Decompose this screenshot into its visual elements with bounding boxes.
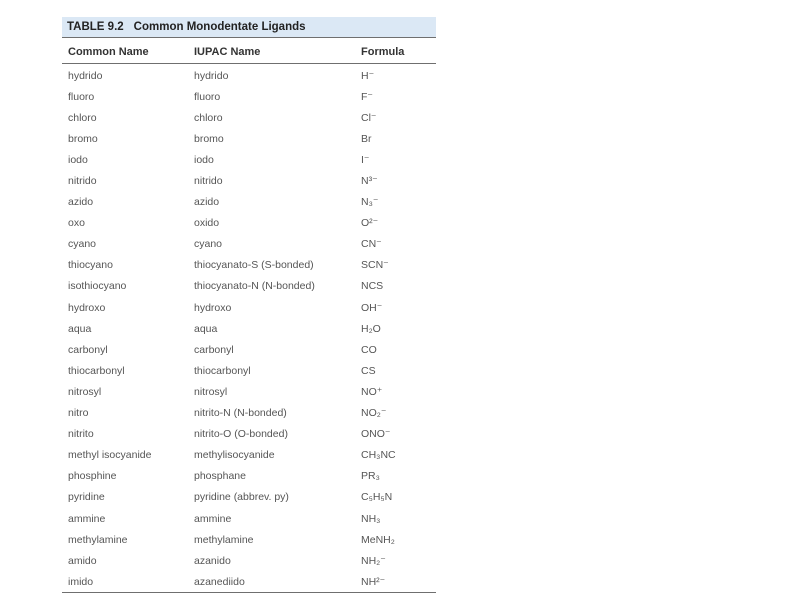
table-row xyxy=(62,234,436,255)
common-name-cell: nitrito xyxy=(68,428,94,441)
common-name-cell: bromo xyxy=(68,132,98,145)
common-name-cell: nitrido xyxy=(68,175,97,188)
table-row xyxy=(62,445,436,466)
common-name-cell: carbonyl xyxy=(68,343,108,356)
table-row xyxy=(62,255,436,276)
table-row xyxy=(62,339,436,360)
column-header-formula: Formula xyxy=(361,45,405,58)
table-row xyxy=(62,149,436,170)
iupac-name-cell: thiocarbonyl xyxy=(194,364,251,377)
iupac-name-cell: hydroxo xyxy=(194,301,232,314)
iupac-name-cell: iodo xyxy=(194,153,214,166)
formula-cell: NH²⁻ xyxy=(361,575,386,588)
common-name-cell: amido xyxy=(68,554,97,567)
common-name-cell: imido xyxy=(68,575,94,588)
formula-cell: H⁻ xyxy=(361,69,375,82)
table-row xyxy=(62,381,436,402)
common-name-cell: ammine xyxy=(68,512,106,525)
common-name-cell: iodo xyxy=(68,153,88,166)
common-name-cell: cyano xyxy=(68,238,97,251)
table-title-bar xyxy=(62,17,436,38)
table-row xyxy=(62,571,436,592)
iupac-name-cell: thiocyanato-S (S-bonded) xyxy=(194,259,314,272)
table-title: Common Monodentate Ligands xyxy=(133,21,306,33)
iupac-name-cell: nitrito-O (O-bonded) xyxy=(194,428,288,441)
table-row xyxy=(62,128,436,149)
iupac-name-cell: pyridine (abbrev. py) xyxy=(194,491,289,504)
formula-cell: NO⁺ xyxy=(361,385,383,398)
iupac-name-cell: oxido xyxy=(194,217,220,230)
iupac-name-cell: aqua xyxy=(194,322,218,335)
table-row xyxy=(62,276,436,297)
iupac-name-cell: cyano xyxy=(194,238,223,251)
common-name-cell: chloro xyxy=(68,111,97,124)
formula-cell: CH₃NC xyxy=(361,449,396,462)
formula-cell: ONO⁻ xyxy=(361,428,391,441)
table-header-row xyxy=(62,40,436,64)
table-row xyxy=(62,550,436,571)
iupac-name-cell: ammine xyxy=(194,512,232,525)
table-row xyxy=(62,192,436,213)
table-row xyxy=(62,297,436,318)
table-body xyxy=(62,64,436,593)
formula-cell: NH₃ xyxy=(361,512,381,525)
formula-cell: C₅H₅N xyxy=(361,491,393,504)
formula-cell: O²⁻ xyxy=(361,217,379,230)
common-name-cell: oxo xyxy=(68,217,85,230)
iupac-name-cell: fluoro xyxy=(194,90,221,103)
formula-cell: H₂O xyxy=(361,322,381,335)
formula-cell: SCN⁻ xyxy=(361,259,389,272)
common-name-cell: thiocarbonyl xyxy=(68,364,125,377)
formula-cell: I⁻ xyxy=(361,153,370,166)
formula-cell: Br xyxy=(361,132,372,145)
table-row xyxy=(62,318,436,339)
table-row xyxy=(62,508,436,529)
iupac-name-cell: phosphane xyxy=(194,470,246,483)
column-header-common-name: Common Name xyxy=(68,45,149,58)
common-name-cell: aqua xyxy=(68,322,92,335)
formula-cell: CS xyxy=(361,364,376,377)
formula-cell: F⁻ xyxy=(361,90,373,103)
formula-cell: NH₂⁻ xyxy=(361,554,386,567)
formula-cell: OH⁻ xyxy=(361,301,383,314)
table-row xyxy=(62,170,436,191)
table-row xyxy=(62,487,436,508)
iupac-name-cell: hydrido xyxy=(194,69,229,82)
common-name-cell: azido xyxy=(68,196,94,209)
common-name-cell: fluoro xyxy=(68,90,95,103)
common-name-cell: phosphine xyxy=(68,470,117,483)
table-row xyxy=(62,360,436,381)
formula-cell: PR₃ xyxy=(361,470,380,483)
formula-cell: CN⁻ xyxy=(361,238,382,251)
iupac-name-cell: carbonyl xyxy=(194,343,234,356)
formula-cell: N³⁻ xyxy=(361,175,378,188)
ligand-table xyxy=(62,17,436,593)
iupac-name-cell: nitrido xyxy=(194,175,223,188)
iupac-name-cell: azanido xyxy=(194,554,231,567)
iupac-name-cell: azido xyxy=(194,196,220,209)
formula-cell: CO xyxy=(361,343,377,356)
formula-cell: Cl⁻ xyxy=(361,111,377,124)
formula-cell: NCS xyxy=(361,280,384,293)
common-name-cell: pyridine xyxy=(68,491,105,504)
common-name-cell: methylamine xyxy=(68,533,128,546)
table-row xyxy=(62,86,436,107)
iupac-name-cell: nitrosyl xyxy=(194,385,228,398)
common-name-cell: methyl isocyanide xyxy=(68,449,152,462)
common-name-cell: hydrido xyxy=(68,69,103,82)
table-row xyxy=(62,424,436,445)
column-header-iupac-name: IUPAC Name xyxy=(194,45,261,58)
iupac-name-cell: methylisocyanide xyxy=(194,449,275,462)
common-name-cell: hydroxo xyxy=(68,301,106,314)
table-number: TABLE 9.2 xyxy=(67,21,124,33)
formula-cell: N₃⁻ xyxy=(361,196,379,209)
table-row xyxy=(62,107,436,128)
formula-cell: NO₂⁻ xyxy=(361,407,387,420)
formula-cell: MeNH₂ xyxy=(361,533,395,546)
iupac-name-cell: bromo xyxy=(194,132,224,145)
table-row xyxy=(62,213,436,234)
iupac-name-cell: chloro xyxy=(194,111,223,124)
iupac-name-cell: thiocyanato-N (N-bonded) xyxy=(194,280,315,293)
iupac-name-cell: nitrito-N (N-bonded) xyxy=(194,407,287,420)
iupac-name-cell: azanediido xyxy=(194,575,245,588)
table-row xyxy=(62,529,436,550)
common-name-cell: nitro xyxy=(68,407,89,420)
table-row xyxy=(62,403,436,424)
table-row xyxy=(62,466,436,487)
common-name-cell: nitrosyl xyxy=(68,385,102,398)
iupac-name-cell: methylamine xyxy=(194,533,254,546)
common-name-cell: isothiocyano xyxy=(68,280,127,293)
table-row xyxy=(62,65,436,86)
common-name-cell: thiocyano xyxy=(68,259,113,272)
